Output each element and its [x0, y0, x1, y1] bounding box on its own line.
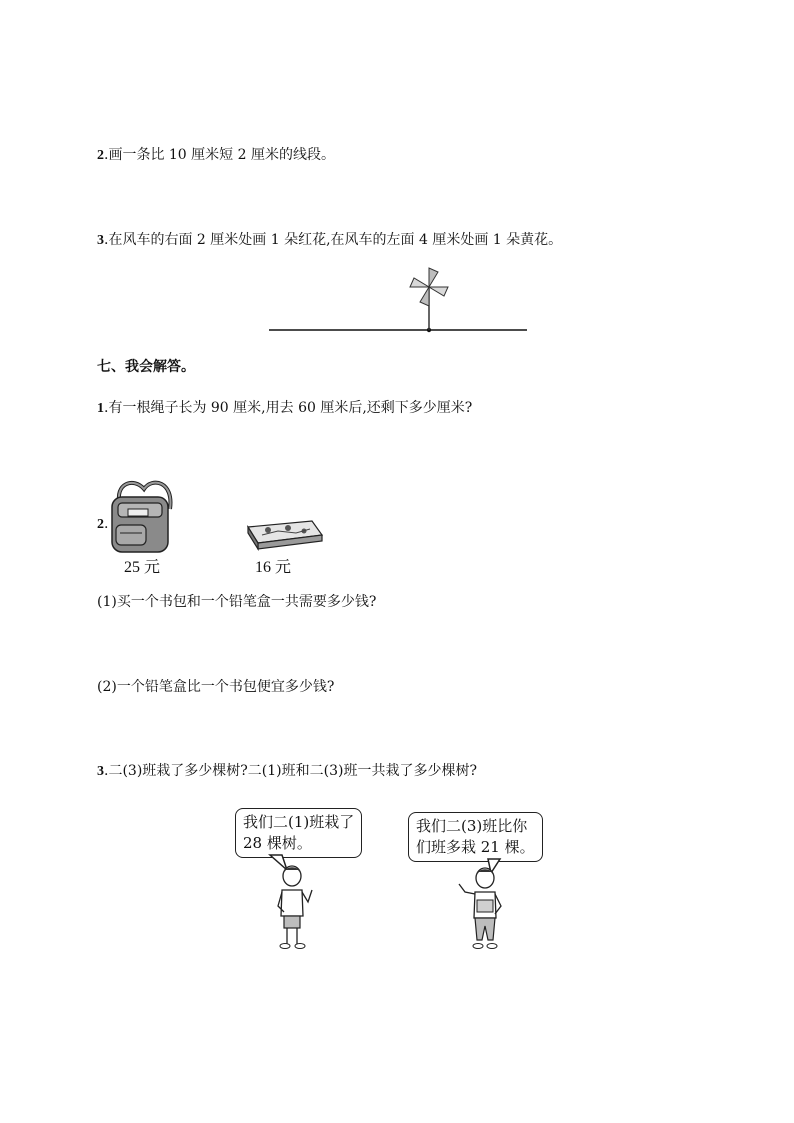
question-text: .有一根绳子长为 90 厘米,用去 60 厘米后,还剩下多少厘米? — [104, 400, 473, 416]
problem-2-sub-1: (1)买一个书包和一个铅笔盒一共需要多少钱? — [97, 594, 377, 610]
speech-bubble-left — [235, 808, 362, 858]
backpack-icon — [104, 475, 184, 555]
question-number: 2 — [97, 148, 104, 163]
pencil-case-icon — [238, 513, 328, 553]
question-2-draw — [97, 144, 335, 164]
bubble-line: 我们二(1)班栽了 — [243, 813, 355, 831]
bubble-line: 28 棵树。 — [243, 834, 312, 852]
section-7-title: 七、我会解答。 — [97, 359, 195, 375]
question-text: .画一条比 10 厘米短 2 厘米的线段。 — [104, 147, 335, 163]
question-number: 2 — [97, 517, 104, 532]
speech-bubble-right — [408, 812, 543, 862]
question-dot: . — [104, 516, 109, 532]
problem-3 — [97, 760, 477, 780]
question-number: 3 — [97, 764, 104, 779]
question-text: .二(3)班栽了多少棵树?二(1)班和二(3)班一共栽了多少棵树? — [104, 763, 477, 779]
bubble-line: 们班多栽 21 棵。 — [416, 838, 535, 856]
problem-1 — [97, 397, 472, 417]
question-text: .在风车的右面 2 厘米处画 1 朵红花,在风车的左面 4 厘米处画 1 朵黄花。 — [104, 232, 563, 248]
boy-right-icon — [455, 866, 515, 956]
pencil-case-price: 16 元 — [255, 559, 292, 576]
question-number: 3 — [97, 233, 104, 248]
baseline-point — [427, 328, 431, 332]
bubble-line: 我们二(3)班比你 — [416, 817, 528, 835]
problem-2-sub-2: (2)一个铅笔盒比一个书包便宜多少钱? — [97, 679, 335, 695]
question-3-draw — [97, 229, 562, 249]
question-number: 1 — [97, 401, 104, 416]
pinwheel-icon — [410, 268, 448, 306]
boy-left-icon — [272, 864, 322, 954]
backpack-price: 25 元 — [124, 559, 161, 576]
